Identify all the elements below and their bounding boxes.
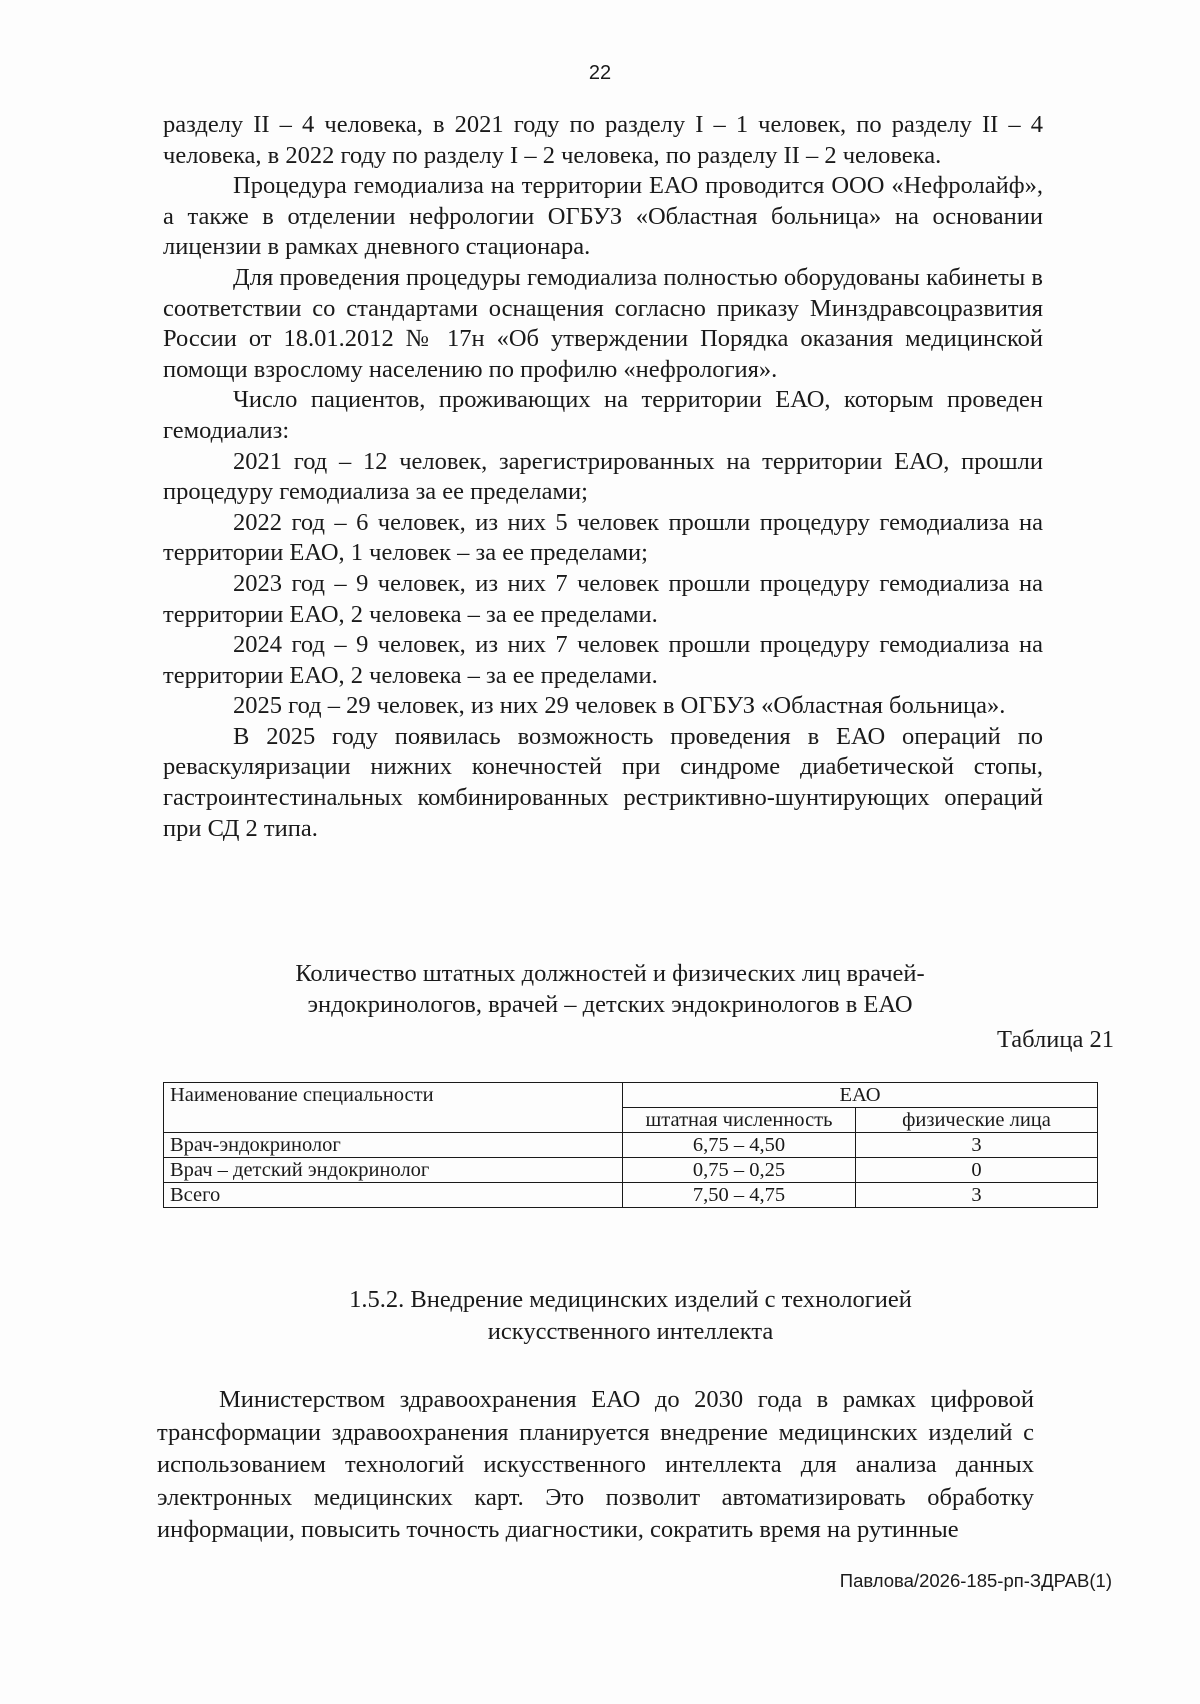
- header-physical-persons: физические лица: [856, 1108, 1098, 1133]
- table-row-total: [164, 1183, 1098, 1208]
- header-staff-positions: штатная численность: [623, 1108, 856, 1133]
- section-body: [157, 1384, 1034, 1547]
- staff-table: [163, 1082, 1098, 1208]
- table-row: [164, 1158, 1098, 1183]
- header-specialty: Наименование специальности: [164, 1083, 623, 1133]
- row-staff-positions: 0,75 – 0,25: [623, 1158, 856, 1183]
- table-row: [164, 1133, 1098, 1158]
- document-code: Павлова/2026-185-рп-ЗДРАВ(1): [839, 1570, 1112, 1591]
- row-staff-positions: 7,50 – 4,75: [623, 1183, 856, 1208]
- paragraph-patient-count-intro: Число пациентов, проживающих на территории ЕАО, которым проведен гемодиализ:: [163, 386, 1043, 444]
- page-number: 22: [588, 62, 612, 84]
- row-physical-persons: 3: [856, 1183, 1098, 1208]
- section-title-line-1: 1.5.2. Внедрение медицинских изделий с технологией: [349, 1286, 912, 1313]
- row-specialty: Всего: [164, 1183, 623, 1208]
- paragraph-year-2022: 2022 год – 6 человек, из них 5 человек прошли процедуру гемодиализа на территории ЕАО, 1 человек – за ее пределами;: [163, 508, 1043, 567]
- row-physical-persons: 0: [856, 1158, 1098, 1183]
- table-header-row: [164, 1083, 1098, 1108]
- row-specialty: Врач – детский эндокринолог: [164, 1158, 623, 1183]
- row-specialty: Врач-эндокринолог: [164, 1133, 623, 1158]
- paragraph-ai-implementation: Министерством здравоохранения ЕАО до 2030 года в рамках цифровой трансформации здравоохранения планируется внедрение медицинских изделий с использованием технологий искусственного интеллекта для анализа данных электронных медицинских карт. Это позволит автоматизировать обработку информации, повысить точность диагностики, сократить время на рутинные: [157, 1386, 1034, 1543]
- paragraph-year-2023: 2023 год – 9 человек, из них 7 человек прошли процедуру гемодиализа на территории ЕАО, 2 человека – за ее пределами.: [163, 569, 1043, 628]
- paragraph-new-operations: В 2025 году появилась возможность проведения в ЕАО операций по реваскуляризации нижних конечностей при синдроме диабетической стопы, гастроинтестинальных комбинированных рестриктивно-шунтирующих операций при СД 2 типа.: [163, 722, 1043, 842]
- paragraph-year-2024: 2024 год – 9 человек, из них 7 человек прошли процедуру гемодиализа на территории ЕАО, 2 человека – за ее пределами.: [163, 631, 1043, 689]
- table-heading-line-2: эндокринологов, врачей – детских эндокринологов в ЕАО: [307, 991, 913, 1018]
- section-title-line-2: искусственного интеллекта: [487, 1318, 774, 1345]
- section-title: [163, 1284, 1098, 1348]
- body-text: [163, 110, 1043, 844]
- paragraph-hemodialysis-providers: Процедура гемодиализа на территории ЕАО проводится ООО «Нефролайф», а также в отделении нефрологии ОГБУЗ «Областная больница» на основании лицензии в рамках дневного стационара.: [163, 172, 1043, 261]
- table-heading: [200, 958, 1020, 1020]
- header-region: ЕАО: [623, 1083, 1098, 1108]
- paragraph-equipment-standards: Для проведения процедуры гемодиализа полностью оборудованы кабинеты в соответствии со стандартами оснащения согласно приказу Минздравсоцразвития России от 18.01.2012 № 17н «Об утверждении Порядка оказания медицинской помощи взрослому населению по профилю «нефрология».: [163, 263, 1043, 383]
- paragraph-year-2021: 2021 год – 12 человек, зарегистрированных на территории ЕАО, прошли процедуру гемодиализа за ее пределами;: [163, 447, 1043, 506]
- paragraph-continuation: разделу II – 4 человека, в 2021 году по разделу I – 1 человек, по разделу II – 4 человека, в 2022 году по разделу I – 2 человека, по разделу II – 2 человека.: [163, 111, 1043, 169]
- table-heading-line-1: Количество штатных должностей и физических лиц врачей-: [295, 960, 925, 987]
- paragraph-year-2025: 2025 год – 29 человек, из них 29 человек в ОГБУЗ «Областная больница».: [233, 692, 1006, 720]
- row-physical-persons: 3: [856, 1133, 1098, 1158]
- row-staff-positions: 6,75 – 4,50: [623, 1133, 856, 1158]
- table-number: Таблица 21: [996, 1026, 1114, 1053]
